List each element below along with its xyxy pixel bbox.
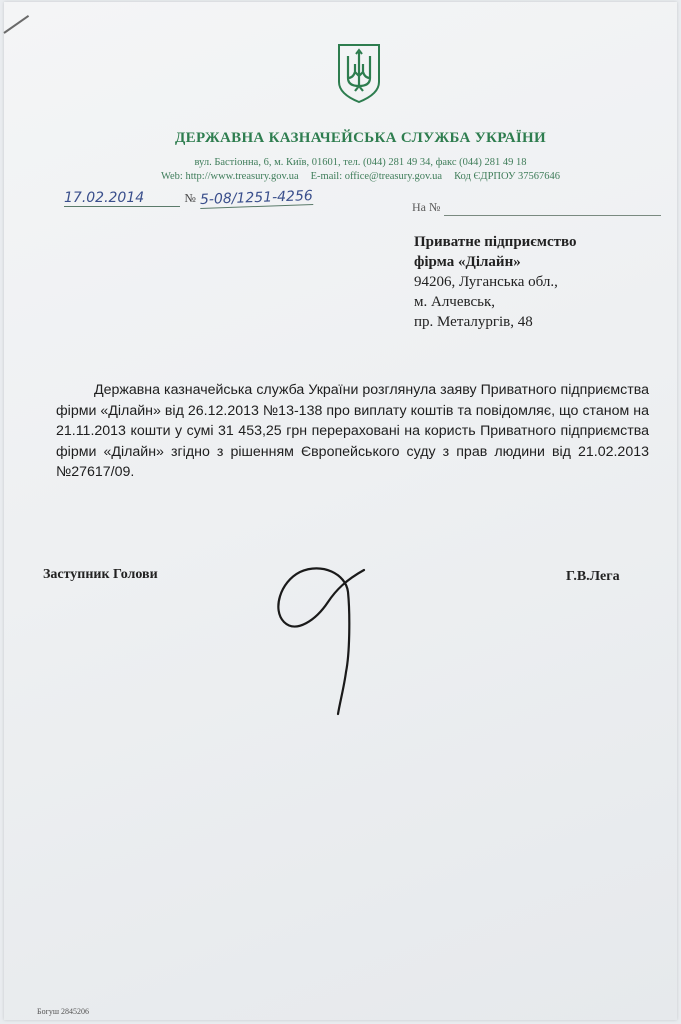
signatory-name: Г.В.Лега <box>566 569 620 584</box>
recipient-line-2: фірма «Ділайн» <box>414 254 521 270</box>
edrpou-code: Код ЄДРПОУ 37567646 <box>454 171 561 182</box>
registration-line <box>64 190 313 207</box>
handwritten-signature <box>266 562 376 717</box>
reply-to-label: На № <box>412 200 441 214</box>
outgoing-date: 17.02.2014 <box>64 190 180 207</box>
organization-address: вул. Бастіонна, 6, м. Київ, 01601, тел. (044) 281 49 34, факс (044) 281 49 18 <box>194 157 527 168</box>
letter-sheet <box>4 2 677 1020</box>
recipient-line-4: м. Алчевськ, <box>414 294 496 310</box>
number-label: № <box>184 191 196 205</box>
organization-name: ДЕРЖАВНА КАЗНАЧЕЙСЬКА СЛУЖБА УКРАЇНИ <box>175 130 546 146</box>
letter-body: Державна казначейська служба України розглянула заяву Приватного підприємства фірми «Ділайн» від 26.12.2013 №13-138 про виплату коштів та повідомляє, що станом на 21.11.2013 кошти у сумі 31 453,25 грн перераховані на користь Приватного підприємства фірми «Ділайн» згідно з рішенням Європейського суду з прав людини від 21.02.2013 №27617/09. <box>56 382 649 480</box>
reply-to-line <box>444 215 661 216</box>
pen-mark <box>3 15 29 34</box>
email: E-mail: office@treasury.gov.ua <box>310 171 443 182</box>
organization-contacts <box>4 171 677 182</box>
recipient-line-5: пр. Металургів, 48 <box>414 314 533 330</box>
print-code: Богуш 2845206 <box>37 1007 90 1016</box>
website: Web: http://www.treasury.gov.ua <box>160 171 299 182</box>
outgoing-number: 5-08/1251-4256 <box>200 188 314 208</box>
trident-emblem-icon <box>336 42 382 104</box>
recipient-address <box>414 232 577 332</box>
recipient-line-1: Приватне підприємство <box>414 234 577 250</box>
signatory-title: Заступник Голови <box>43 567 158 582</box>
recipient-line-3: 94206, Луганська обл., <box>414 274 558 290</box>
